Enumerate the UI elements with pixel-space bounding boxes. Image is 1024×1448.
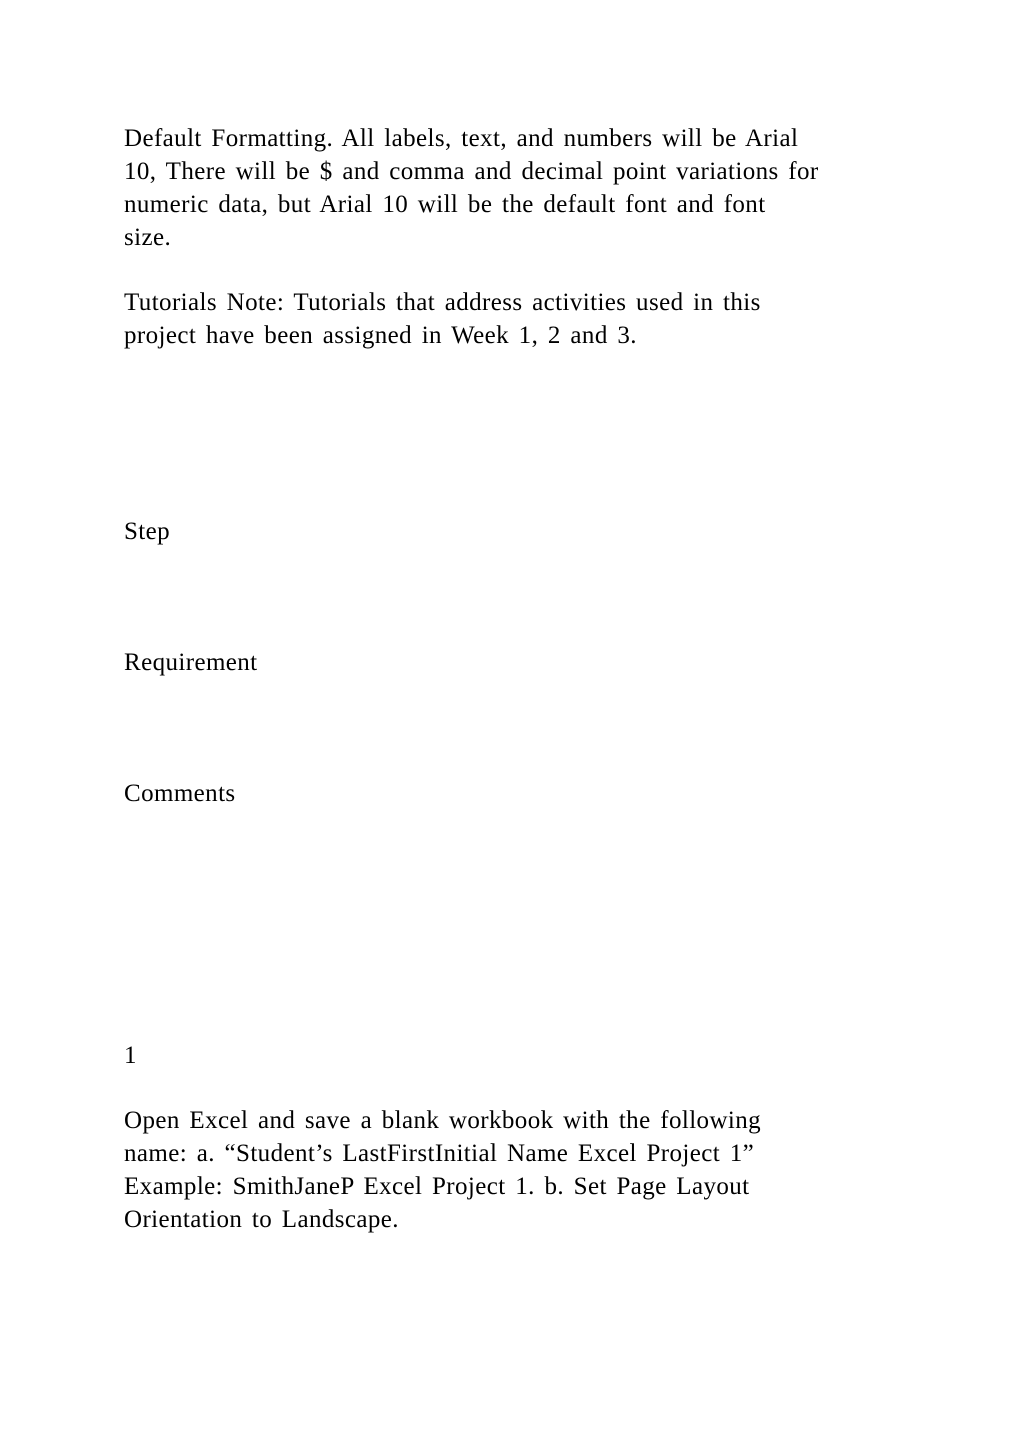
- paragraph-line: 10, There will be $ and comma and decimal point variations for: [124, 158, 819, 185]
- requirement-line: name: a. “Student’s LastFirstInitial Name Excel Project 1”: [124, 1140, 755, 1167]
- paragraph-line: numeric data, but Arial 10 will be the default font and font: [124, 191, 766, 218]
- comments-column-header: Comments: [124, 780, 236, 807]
- step-column-header: Step: [124, 518, 171, 545]
- paragraph-line: Default Formatting. All labels, text, and numbers will be Arial: [124, 125, 799, 152]
- requirement-line: Orientation to Landscape.: [124, 1206, 399, 1233]
- requirement-line: Example: SmithJaneP Excel Project 1. b. Set Page Layout: [124, 1173, 750, 1200]
- paragraph-line: project have been assigned in Week 1, 2 and 3.: [124, 322, 637, 349]
- step-requirement-text: [124, 1104, 904, 1236]
- requirement-column-header: Requirement: [124, 649, 258, 676]
- tutorials-note-paragraph: [124, 286, 904, 352]
- paragraph-line: size.: [124, 224, 172, 251]
- requirement-line: Open Excel and save a blank workbook with the following: [124, 1107, 762, 1134]
- paragraph-line: Tutorials Note: Tutorials that address activities used in this: [124, 289, 761, 316]
- default-formatting-paragraph: [124, 122, 904, 254]
- step-number: 1: [124, 1042, 137, 1069]
